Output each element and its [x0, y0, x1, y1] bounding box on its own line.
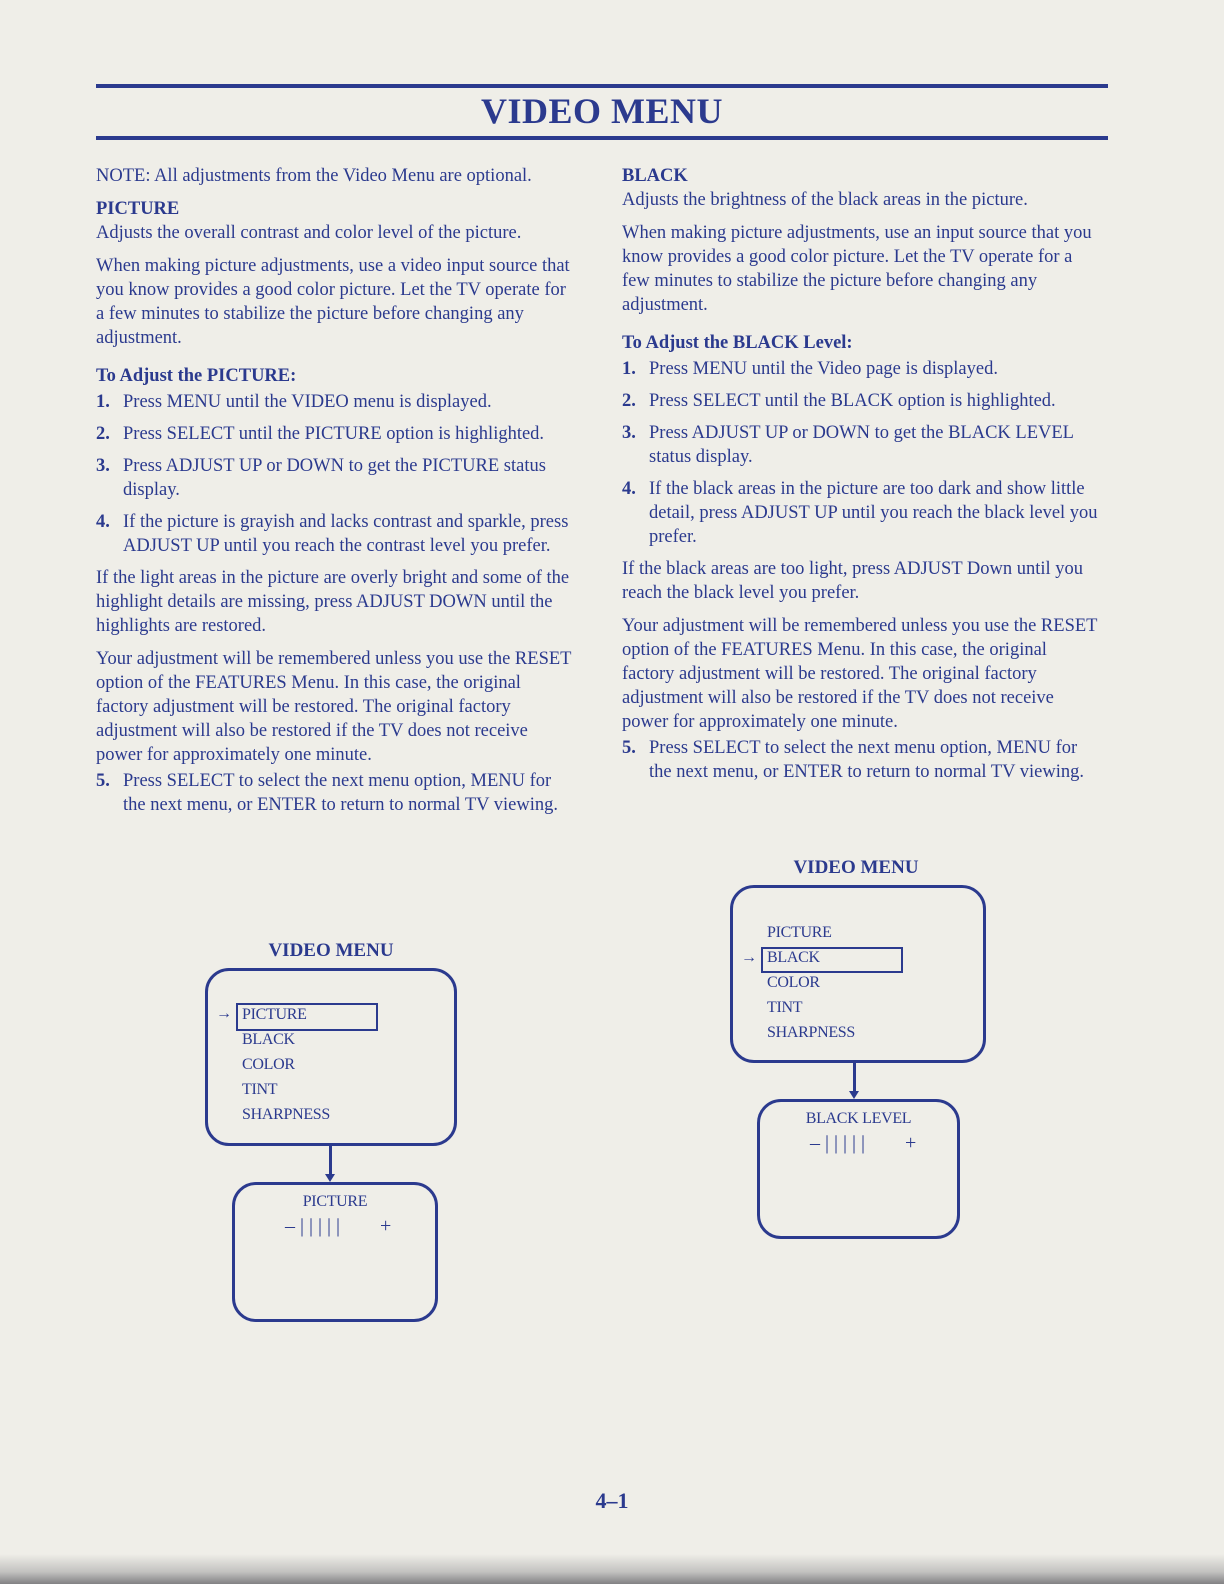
- black-after-2: Your adjustment will be remembered unless you use the RESET option of the FEATURES Menu. In this case, the original factory adjustment will be restored. The original factory adjustment will also be restored if the TV does not receive power for approximately one minute.: [622, 616, 1098, 732]
- selection-arrow-icon: →: [216, 1005, 232, 1022]
- menu-item-black: BLACK: [767, 949, 820, 966]
- picture-step: 1. Press MENU until the VIDEO menu is displayed.: [96, 392, 492, 412]
- menu-item-picture: PICTURE: [767, 924, 832, 941]
- menu-item-tint: TINT: [242, 1081, 278, 1098]
- connector-line: [853, 1063, 856, 1091]
- black-step-5: 5. Press SELECT to select the next menu option, MENU for the next menu, or ENTER to return to normal TV viewing.: [622, 738, 1085, 782]
- menu-item-tint: TINT: [767, 999, 803, 1016]
- picture-after-2: Your adjustment will be remembered unless you use the RESET option of the FEATURES Menu. In this case, the original factory adjustment will be restored. The original factory adjustment will also be restored if the TV does not receive power for approximately one minute.: [96, 649, 572, 765]
- right-column: [622, 164, 1102, 792]
- picture-description: Adjusts the overall contrast and color level of the picture.: [96, 223, 522, 243]
- diagram-title: VIDEO MENU: [793, 857, 919, 878]
- picture-step: 2. Press SELECT until the PICTURE option is highlighted.: [96, 424, 545, 444]
- picture-after-1: If the light areas in the picture are overly bright and some of the highlight details are missing, press ADJUST DOWN until the highlights are restored.: [96, 568, 570, 636]
- status-bar: – | | | | | +: [285, 1215, 392, 1237]
- menu-item-black: BLACK: [242, 1031, 295, 1048]
- menu-item-color: COLOR: [767, 974, 820, 991]
- status-label: PICTURE: [302, 1193, 368, 1210]
- picture-step: 3. Press ADJUST UP or DOWN to get the PICTURE status display.: [96, 456, 546, 500]
- picture-step: 4. If the picture is grayish and lacks contrast and sparkle, press ADJUST UP until you reach the contrast level you prefer.: [96, 512, 569, 556]
- diagram-title: VIDEO MENU: [268, 940, 394, 961]
- picture-steps-heading: To Adjust the PICTURE:: [96, 366, 297, 386]
- title-rule-bottom: [96, 136, 1108, 140]
- black-step: 4. If the black areas in the picture are too dark and show little detail, press ADJUST UP until you reach the black level you prefer.: [622, 479, 1098, 547]
- black-heading: BLACK: [622, 166, 688, 186]
- picture-step-5: 5. Press SELECT to select the next menu option, MENU for the next menu, or ENTER to return to normal TV viewing.: [96, 771, 559, 815]
- page-number: 4–1: [595, 1488, 629, 1513]
- black-step: 1. Press MENU until the Video page is displayed.: [622, 359, 998, 379]
- menu-item-sharpness: SHARPNESS: [242, 1106, 331, 1123]
- picture-advice: When making picture adjustments, use a video input source that you know provides a good color picture. Let the TV operate for a few minutes to stabilize the picture before changing any adjustment.: [96, 256, 570, 348]
- picture-heading: PICTURE: [96, 199, 180, 219]
- black-steps-heading: To Adjust the BLACK Level:: [622, 333, 853, 353]
- left-column: [96, 164, 576, 825]
- menu-item-picture: PICTURE: [242, 1006, 307, 1023]
- picture-steps: [96, 390, 576, 558]
- note-text: NOTE: All adjustments from the Video Menu are optional.: [96, 166, 532, 186]
- menu-item-sharpness: SHARPNESS: [767, 1024, 856, 1041]
- status-box: [757, 1099, 960, 1239]
- status-bar: – | | | | | +: [810, 1132, 917, 1154]
- connector-arrow-icon: [849, 1091, 859, 1099]
- connector-line: [329, 1146, 332, 1174]
- status-label: BLACK LEVEL: [805, 1110, 912, 1127]
- status-box: [232, 1182, 438, 1322]
- black-after-1: If the black areas are too light, press ADJUST Down until you reach the black level you prefer.: [622, 559, 1084, 603]
- black-advice: When making picture adjustments, use an input source that you know provides a good color picture. Let the TV operate for a few minutes to stabilize the picture before changing any adjustment.: [622, 223, 1092, 315]
- selection-arrow-icon: →: [741, 949, 757, 966]
- black-description: Adjusts the brightness of the black areas in the picture.: [622, 190, 1028, 210]
- black-step: 2. Press SELECT until the BLACK option is highlighted.: [622, 391, 1056, 411]
- page-title: VIDEO MENU: [480, 91, 723, 131]
- page-edge-shadow: [0, 1554, 1224, 1584]
- black-step: 3. Press ADJUST UP or DOWN to get the BLACK LEVEL status display.: [622, 423, 1074, 467]
- connector-arrow-icon: [325, 1174, 335, 1182]
- menu-item-color: COLOR: [242, 1056, 295, 1073]
- black-steps: [622, 357, 1102, 549]
